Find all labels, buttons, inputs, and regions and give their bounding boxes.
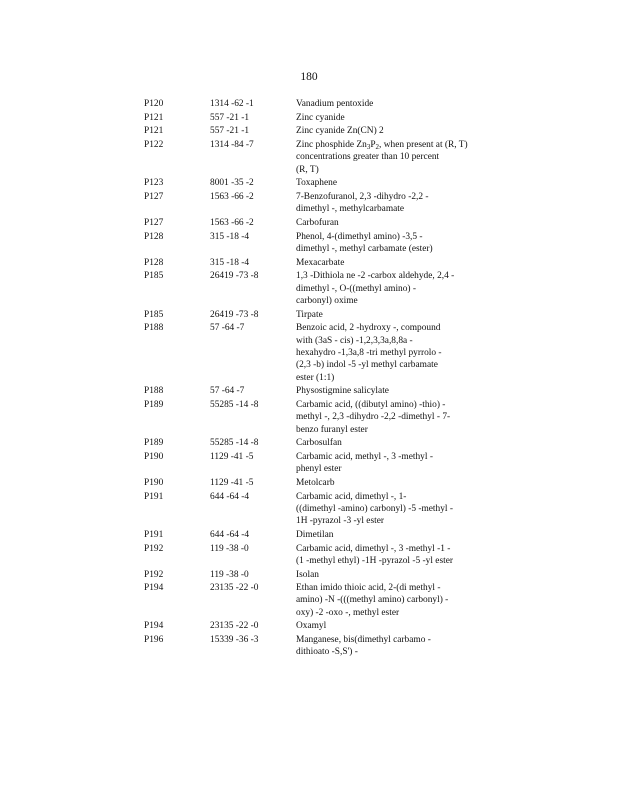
cas-number: 55285 -14 -8	[210, 399, 259, 410]
table-row	[144, 98, 544, 110]
cas-number: 1563 -66 -2	[210, 192, 254, 203]
cas-number: 1314 -84 -7	[210, 140, 254, 151]
substance-name: Toxaphene	[296, 178, 337, 189]
substance-name: Zinc phosphide $Zn_3P_2$, when present at (R, T) concentrations greater than 10 percent (R, T)	[296, 140, 468, 175]
substance-name: Mexacarbate	[296, 257, 345, 268]
table-row	[144, 620, 544, 632]
substance-name: 1,3 -Dithiola ne -2 -carbox aldehyde, 2,4 - dimethyl -, O-((methyl amino) - carbonyl) oxime	[296, 271, 455, 306]
waste-code: P192	[144, 569, 164, 580]
substance-name: Zinc cyanide	[296, 112, 345, 123]
table-row	[144, 451, 544, 476]
substance-name: Carbamic acid, dimethyl -, 3 -methyl -1 - (1 -methyl ethyl) -1H -pyrazol -5 -yl ester	[296, 543, 453, 566]
waste-code: P191	[144, 529, 164, 540]
substance-name: Tirpate	[296, 309, 323, 320]
waste-code: P196	[144, 635, 164, 646]
table-row	[144, 582, 544, 619]
waste-code: P192	[144, 543, 164, 554]
table-row	[144, 322, 544, 383]
waste-code: P185	[144, 271, 164, 282]
substance-name: Zinc cyanide Zn(CN) 2	[296, 126, 384, 137]
substance-name: Ethan imido thioic acid, 2-(di methyl - amino) -N -(((methyl amino) carbonyl) - oxy) -2 -oxo -, methyl ester	[296, 583, 449, 618]
cas-number: 1129 -41 -5	[210, 451, 254, 462]
table-row	[144, 257, 544, 269]
table-row	[144, 177, 544, 189]
table-row	[144, 385, 544, 397]
waste-code: P127	[144, 192, 164, 203]
waste-code: P121	[144, 126, 164, 137]
cas-number: 1129 -41 -5	[210, 477, 254, 488]
cas-number: 315 -18 -4	[210, 257, 250, 268]
cas-number: 57 -64 -7	[210, 323, 245, 334]
cas-number: 15339 -36 -3	[210, 635, 259, 646]
table-row	[144, 125, 544, 137]
substance-name: Oxamyl	[296, 621, 327, 632]
hazardous-waste-table	[144, 98, 544, 659]
waste-code: P191	[144, 491, 164, 502]
waste-code: P194	[144, 583, 164, 594]
substance-name: Carbamic acid, dimethyl -, 1- ((dimethyl -amino) carbonyl) -5 -methyl - 1H -pyrazol -3 -yl ester	[296, 491, 453, 527]
cas-number: 55285 -14 -8	[210, 438, 259, 449]
substance-name: Carbamic acid, methyl -, 3 -methyl - phenyl ester	[296, 451, 433, 475]
cas-number: 557 -21 -1	[210, 126, 250, 137]
substance-name: Carbofuran	[296, 218, 339, 229]
table-row	[144, 139, 544, 176]
cas-number: 644 -64 -4	[210, 529, 250, 540]
table-row	[144, 399, 544, 436]
cas-number: 557 -21 -1	[210, 112, 250, 123]
waste-code: P194	[144, 621, 164, 632]
waste-code: P122	[144, 140, 164, 151]
table-row	[144, 309, 544, 321]
table-row	[144, 477, 544, 489]
waste-code: P185	[144, 309, 164, 320]
substance-name: Isolan	[296, 569, 319, 580]
table-row	[144, 491, 544, 528]
page-number: 180	[300, 71, 318, 83]
cas-number: 8001 -35 -2	[210, 178, 254, 189]
substance-name: Vanadium pentoxide	[296, 99, 374, 109]
substance-name: Dimetilan	[296, 529, 334, 540]
table-row	[144, 231, 544, 256]
waste-code: P190	[144, 451, 164, 462]
substance-name: Carbosulfan	[296, 438, 342, 449]
table-row	[144, 543, 544, 568]
substance-name: Carbamic acid, ((dibutyl amino) -thio) - methyl -, 2,3 -dihydro -2,2 -dimethyl - 7- benzo furanyl ester	[296, 399, 451, 435]
waste-code: P188	[144, 386, 164, 397]
waste-code: P121	[144, 112, 164, 123]
substance-name: Physostigmine salicylate	[296, 386, 389, 397]
cas-number: 57 -64 -7	[210, 386, 245, 397]
cas-number: 644 -64 -4	[210, 491, 250, 502]
substance-name: Phenol, 4-(dimethyl amino) -3,5 - dimethyl -, methyl carbamate (ester)	[296, 231, 433, 254]
cas-number: 26419 -73 -8	[210, 309, 259, 320]
waste-code: P123	[144, 178, 164, 189]
waste-code: P189	[144, 399, 164, 410]
substance-name: Metolcarb	[296, 477, 335, 488]
waste-code: P127	[144, 218, 164, 229]
table-row	[144, 112, 544, 124]
cas-number: 26419 -73 -8	[210, 271, 259, 282]
waste-code: P120	[144, 99, 164, 109]
waste-code: P188	[144, 323, 164, 334]
table-row	[144, 529, 544, 541]
cas-number: 23135 -22 -0	[210, 621, 259, 632]
cas-number: 315 -18 -4	[210, 231, 250, 242]
substance-name: Benzoic acid, 2 -hydroxy -, compound with (3aS - cis) -1,2,3,3a,8,8a - hexahydro -1,3a,8 -tri methyl pyrrolo - (2,3 -b) indol -5 -yl methyl carbamate ester (1:1)	[296, 323, 442, 383]
table-row	[144, 569, 544, 581]
substance-name: Manganese, bis(dimethyl carbamo - dithioato -S,S') -	[296, 635, 431, 658]
table-row	[144, 217, 544, 229]
table-row	[144, 270, 544, 307]
waste-code: P189	[144, 438, 164, 449]
waste-code: P190	[144, 477, 164, 488]
cas-number: 119 -38 -0	[210, 569, 249, 580]
waste-code: P128	[144, 257, 164, 268]
cas-number: 23135 -22 -0	[210, 583, 259, 594]
substance-name: 7-Benzofuranol, 2,3 -dihydro -2,2 - dimethyl -, methylcarbamate	[296, 192, 429, 215]
table-row	[144, 191, 544, 216]
cas-number: 119 -38 -0	[210, 543, 249, 554]
cas-number: 1563 -66 -2	[210, 218, 254, 229]
table-row	[144, 437, 544, 449]
table-row	[144, 634, 544, 659]
waste-code: P128	[144, 231, 164, 242]
cas-number: 1314 -62 -1	[210, 99, 254, 109]
